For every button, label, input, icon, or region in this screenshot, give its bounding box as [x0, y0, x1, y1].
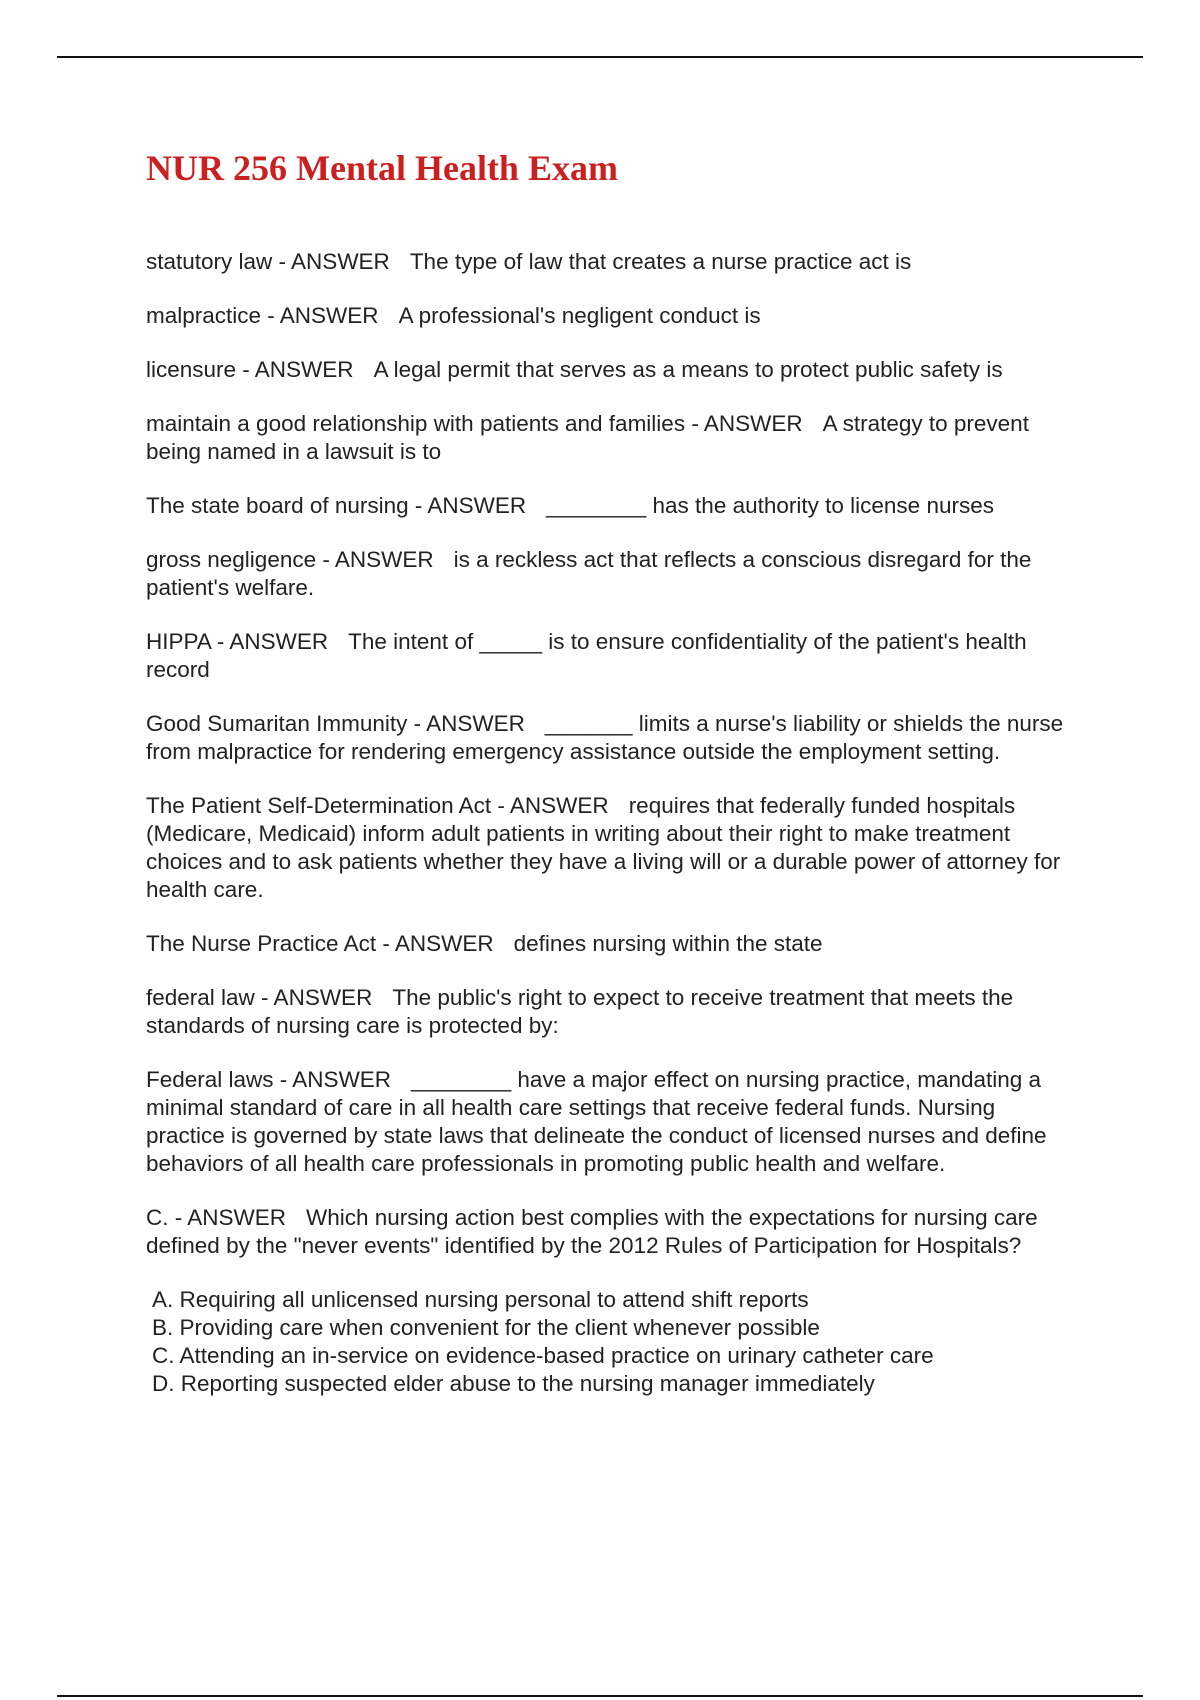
qa-item	[146, 710, 1066, 766]
qa-item	[146, 302, 1066, 330]
qa-item	[146, 930, 1066, 958]
qa-answer: federal law - ANSWER	[146, 985, 373, 1010]
option-c: C. Attending an in-service on evidence-based practice on urinary catheter care	[152, 1343, 934, 1368]
qa-item	[146, 410, 1066, 466]
option-a: A. Requiring all unlicensed nursing personal to attend shift reports	[152, 1287, 809, 1312]
header-rule	[57, 56, 1143, 58]
qa-question: The type of law that creates a nurse practice act is	[409, 249, 912, 274]
option-d: D. Reporting suspected elder abuse to the nursing manager immediately	[152, 1371, 875, 1396]
qa-item	[146, 492, 1066, 520]
qa-answer: The Patient Self-Determination Act - ANSWER	[146, 793, 609, 818]
qa-question: defines nursing within the state	[513, 931, 823, 956]
qa-item	[146, 792, 1066, 904]
qa-answer: C. - ANSWER	[146, 1205, 287, 1230]
qa-question: A professional's negligent conduct is	[398, 303, 761, 328]
qa-question: A legal permit that serves as a means to protect public safety is	[373, 357, 1003, 382]
qa-question: A strategy to prevent being named in a lawsuit is to	[146, 411, 1029, 464]
qa-item	[146, 628, 1066, 684]
document-body	[146, 140, 1066, 1398]
qa-answer: Federal laws - ANSWER	[146, 1067, 392, 1092]
qa-answer: statutory law - ANSWER	[146, 249, 390, 274]
qa-question: _______ limits a nurse's liability or shields the nurse from malpractice for rendering emergency assistance outside the employment setting.	[146, 711, 1064, 764]
qa-question: ________ have a major effect on nursing practice, mandating a minimal standard of care in all health care settings that receive federal funds. Nursing practice is governed by state laws that delineate the conduct of licensed nurses and define behaviors of all health care professionals in promoting public health and welfare.	[146, 1067, 1047, 1176]
document-title: NUR 256 Mental Health Exam	[146, 148, 618, 188]
footer-rule	[57, 1695, 1143, 1697]
qa-answer: Good Sumaritan Immunity - ANSWER	[146, 711, 525, 736]
qa-question: The intent of _____ is to ensure confidentiality of the patient's health record	[146, 629, 1027, 682]
qa-question: ________ has the authority to license nurses	[546, 493, 994, 518]
answer-options	[152, 1286, 1066, 1398]
qa-list	[146, 248, 1066, 1260]
qa-item	[146, 356, 1066, 384]
qa-item	[146, 248, 1066, 276]
qa-question: The public's right to expect to receive treatment that meets the standards of nursing care is protected by:	[146, 985, 1014, 1038]
qa-answer: licensure - ANSWER	[146, 357, 354, 382]
qa-item	[146, 1066, 1066, 1178]
qa-item	[146, 1204, 1066, 1260]
qa-question: requires that federally funded hospitals (Medicare, Medicaid) inform adult patients in writing about their right to make treatment choices and to ask patients whether they have a living will or a durable power of attorney for health care.	[146, 793, 1061, 902]
qa-answer: The Nurse Practice Act - ANSWER	[146, 931, 494, 956]
qa-item	[146, 546, 1066, 602]
qa-answer: The state board of nursing - ANSWER	[146, 493, 527, 518]
qa-answer: gross negligence - ANSWER	[146, 547, 434, 572]
option-b: B. Providing care when convenient for the client whenever possible	[152, 1315, 820, 1340]
qa-answer: maintain a good relationship with patients and families - ANSWER	[146, 411, 803, 436]
qa-question: is a reckless act that reflects a conscious disregard for the patient's welfare.	[146, 547, 1032, 600]
qa-item	[146, 984, 1066, 1040]
qa-answer: HIPPA - ANSWER	[146, 629, 329, 654]
qa-answer: malpractice - ANSWER	[146, 303, 379, 328]
qa-question: Which nursing action best complies with the expectations for nursing care defined by the "never events" identified by the 2012 Rules of Participation for Hospitals?	[146, 1205, 1038, 1258]
